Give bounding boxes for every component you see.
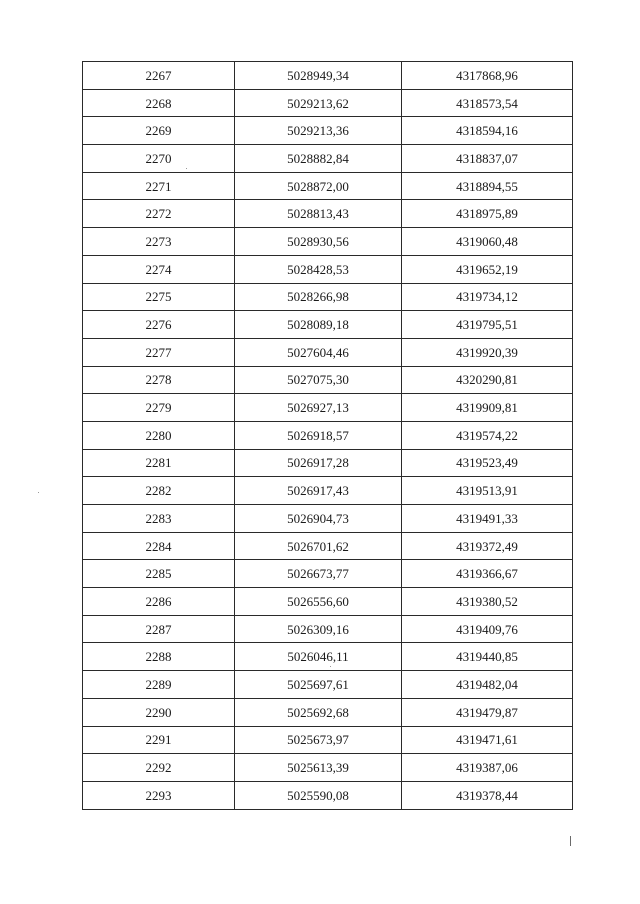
- table-row: [83, 366, 573, 394]
- x-coordinate-cell: 5025613,39: [235, 754, 402, 782]
- table-row: [83, 283, 573, 311]
- x-coordinate-cell: 5025673,97: [235, 726, 402, 754]
- x-coordinate-cell: 5028089,18: [235, 311, 402, 339]
- y-coordinate-cell: 4319909,81: [402, 394, 573, 422]
- point-number-cell: 2277: [83, 338, 235, 366]
- y-coordinate-cell: 4319440,85: [402, 643, 573, 671]
- point-number-cell: 2285: [83, 560, 235, 588]
- y-coordinate-cell: 4318894,55: [402, 172, 573, 200]
- point-number-cell: 2274: [83, 255, 235, 283]
- x-coordinate-cell: 5028930,56: [235, 228, 402, 256]
- x-coordinate-cell: 5025697,61: [235, 671, 402, 699]
- point-number-cell: 2280: [83, 421, 235, 449]
- x-coordinate-cell: 5026046,11: [235, 643, 402, 671]
- x-coordinate-cell: 5028882,84: [235, 145, 402, 173]
- table-row: [83, 338, 573, 366]
- x-coordinate-cell: 5027075,30: [235, 366, 402, 394]
- point-number-cell: 2271: [83, 172, 235, 200]
- point-number-cell: 2286: [83, 588, 235, 616]
- point-number-cell: 2275: [83, 283, 235, 311]
- y-coordinate-cell: 4319523,49: [402, 449, 573, 477]
- x-coordinate-cell: 5028813,43: [235, 200, 402, 228]
- table-row: [83, 477, 573, 505]
- y-coordinate-cell: 4319479,87: [402, 698, 573, 726]
- table-row: [83, 449, 573, 477]
- x-coordinate-cell: 5025590,08: [235, 781, 402, 809]
- x-coordinate-cell: 5025692,68: [235, 698, 402, 726]
- table-row: [83, 643, 573, 671]
- y-coordinate-cell: 4319574,22: [402, 421, 573, 449]
- x-coordinate-cell: 5029213,36: [235, 117, 402, 145]
- table-row: [83, 172, 573, 200]
- point-number-cell: 2290: [83, 698, 235, 726]
- y-coordinate-cell: 4319372,49: [402, 532, 573, 560]
- table-row: [83, 726, 573, 754]
- y-coordinate-cell: 4319513,91: [402, 477, 573, 505]
- y-coordinate-cell: 4319795,51: [402, 311, 573, 339]
- scan-speck: [330, 666, 331, 667]
- x-coordinate-cell: 5026701,62: [235, 532, 402, 560]
- point-number-cell: 2292: [83, 754, 235, 782]
- table-row: [83, 117, 573, 145]
- table-row: [83, 588, 573, 616]
- x-coordinate-cell: 5028872,00: [235, 172, 402, 200]
- point-number-cell: 2267: [83, 62, 235, 90]
- y-coordinate-cell: 4319378,44: [402, 781, 573, 809]
- coordinates-table: [82, 61, 573, 810]
- scan-edge-mark: [570, 836, 571, 846]
- x-coordinate-cell: 5026917,28: [235, 449, 402, 477]
- y-coordinate-cell: 4319060,48: [402, 228, 573, 256]
- table-row: [83, 698, 573, 726]
- y-coordinate-cell: 4319734,12: [402, 283, 573, 311]
- point-number-cell: 2284: [83, 532, 235, 560]
- y-coordinate-cell: 4319482,04: [402, 671, 573, 699]
- x-coordinate-cell: 5026309,16: [235, 615, 402, 643]
- y-coordinate-cell: 4319920,39: [402, 338, 573, 366]
- table-row: [83, 255, 573, 283]
- point-number-cell: 2291: [83, 726, 235, 754]
- y-coordinate-cell: 4319652,19: [402, 255, 573, 283]
- y-coordinate-cell: 4319409,76: [402, 615, 573, 643]
- x-coordinate-cell: 5026904,73: [235, 505, 402, 533]
- point-number-cell: 2289: [83, 671, 235, 699]
- table-row: [83, 781, 573, 809]
- table-row: [83, 394, 573, 422]
- table-row: [83, 671, 573, 699]
- point-number-cell: 2272: [83, 200, 235, 228]
- table-row: [83, 311, 573, 339]
- table-row: [83, 89, 573, 117]
- point-number-cell: 2288: [83, 643, 235, 671]
- point-number-cell: 2268: [83, 89, 235, 117]
- x-coordinate-cell: 5028428,53: [235, 255, 402, 283]
- table-row: [83, 145, 573, 173]
- y-coordinate-cell: 4319387,06: [402, 754, 573, 782]
- table-row: [83, 200, 573, 228]
- scan-speck: [186, 168, 187, 169]
- table-row: [83, 532, 573, 560]
- y-coordinate-cell: 4318975,89: [402, 200, 573, 228]
- x-coordinate-cell: 5026917,43: [235, 477, 402, 505]
- point-number-cell: 2293: [83, 781, 235, 809]
- x-coordinate-cell: 5029213,62: [235, 89, 402, 117]
- x-coordinate-cell: 5028949,34: [235, 62, 402, 90]
- y-coordinate-cell: 4318573,54: [402, 89, 573, 117]
- point-number-cell: 2282: [83, 477, 235, 505]
- point-number-cell: 2276: [83, 311, 235, 339]
- table-row: [83, 505, 573, 533]
- point-number-cell: 2270: [83, 145, 235, 173]
- y-coordinate-cell: 4319471,61: [402, 726, 573, 754]
- table-row: [83, 615, 573, 643]
- y-coordinate-cell: 4317868,96: [402, 62, 573, 90]
- table-row: [83, 754, 573, 782]
- table-row: [83, 560, 573, 588]
- x-coordinate-cell: 5026927,13: [235, 394, 402, 422]
- x-coordinate-cell: 5026918,57: [235, 421, 402, 449]
- x-coordinate-cell: 5026673,77: [235, 560, 402, 588]
- point-number-cell: 2269: [83, 117, 235, 145]
- x-coordinate-cell: 5027604,46: [235, 338, 402, 366]
- table-row: [83, 421, 573, 449]
- y-coordinate-cell: 4320290,81: [402, 366, 573, 394]
- x-coordinate-cell: 5026556,60: [235, 588, 402, 616]
- x-coordinate-cell: 5028266,98: [235, 283, 402, 311]
- y-coordinate-cell: 4318837,07: [402, 145, 573, 173]
- table-row: [83, 62, 573, 90]
- coordinates-table-body: [83, 62, 573, 810]
- y-coordinate-cell: 4319491,33: [402, 505, 573, 533]
- table-row: [83, 228, 573, 256]
- scan-speck: [38, 492, 39, 493]
- point-number-cell: 2273: [83, 228, 235, 256]
- y-coordinate-cell: 4319366,67: [402, 560, 573, 588]
- point-number-cell: 2283: [83, 505, 235, 533]
- point-number-cell: 2287: [83, 615, 235, 643]
- y-coordinate-cell: 4319380,52: [402, 588, 573, 616]
- point-number-cell: 2278: [83, 366, 235, 394]
- point-number-cell: 2281: [83, 449, 235, 477]
- y-coordinate-cell: 4318594,16: [402, 117, 573, 145]
- point-number-cell: 2279: [83, 394, 235, 422]
